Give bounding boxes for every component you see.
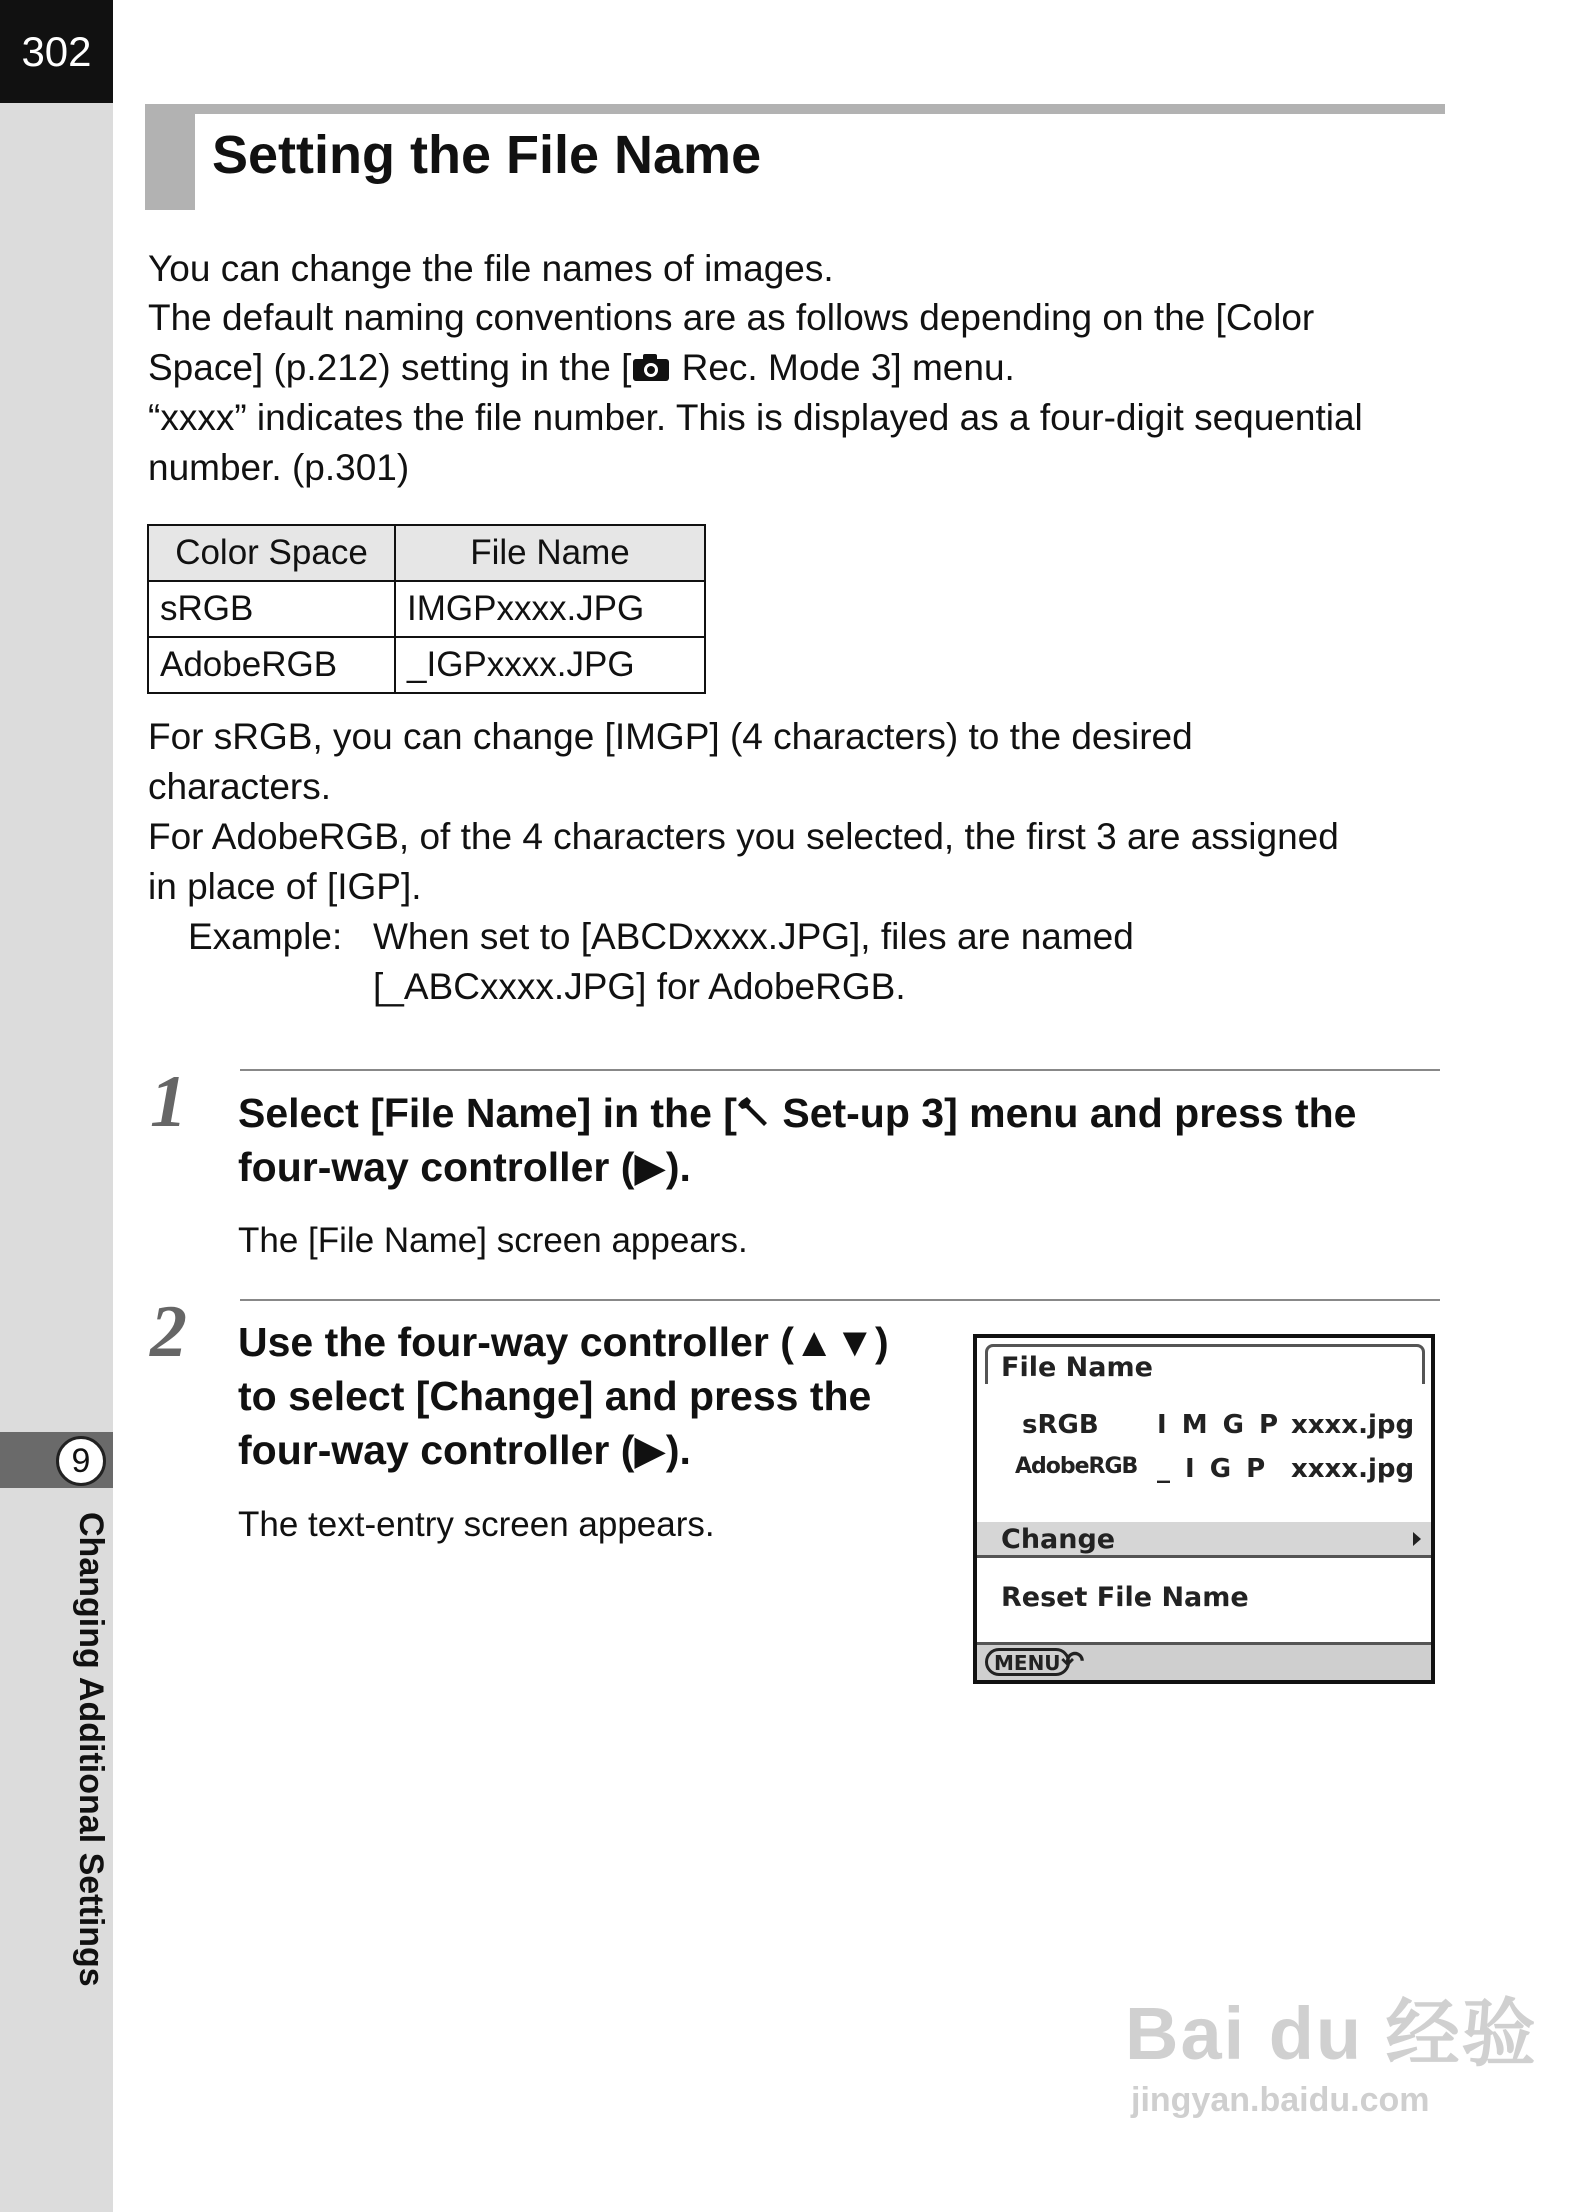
srgb-note-line-1: For sRGB, you can change [IMGP] (4 characters) to the desired — [148, 716, 1193, 757]
chapter-number: 9 — [56, 1436, 106, 1486]
camera-lcd-screen — [973, 1334, 1435, 1684]
step-2-number: 2 — [150, 1291, 187, 1373]
title-bar-decoration — [145, 104, 1445, 114]
step-1-heading-line-1 — [238, 1086, 1356, 1140]
example-line-1: When set to [ABCDxxxx.JPG], files are named — [373, 916, 1134, 957]
step-1-heading-post: Set-up 3] menu and press the — [770, 1090, 1357, 1136]
intro-line-2: The default naming conventions are as follows depending on the [Color — [148, 297, 1315, 338]
lcd-title: File Name — [1001, 1352, 1153, 1383]
intro-line-3-post: Rec. Mode 3] menu. — [671, 347, 1015, 388]
table-cell: _IGPxxxx.JPG — [395, 637, 705, 693]
lcd-adobe-chars[interactable]: _ I G P — [1157, 1454, 1266, 1484]
back-arrow-icon: ↶ — [1061, 1645, 1085, 1678]
lcd-change-option[interactable]: Change — [1001, 1524, 1116, 1555]
step-2-heading-line-1: Use the four-way controller (▲▼) — [238, 1319, 889, 1365]
lcd-srgb-chars[interactable]: I M G P — [1157, 1410, 1279, 1440]
right-arrow-icon — [1413, 1532, 1421, 1546]
example-line-2: [_ABCxxxx.JPG] for AdobeRGB. — [373, 966, 906, 1007]
step-2-result: The text-entry screen appears. — [238, 1505, 715, 1544]
step-1-heading-line-2: four-way controller (▶). — [238, 1144, 691, 1190]
table-header-cell: File Name — [395, 525, 705, 581]
menu-button[interactable]: MENU — [985, 1648, 1070, 1676]
step-1-number: 1 — [150, 1061, 187, 1143]
table-cell: IMGPxxxx.JPG — [395, 581, 705, 637]
lcd-footer — [977, 1642, 1431, 1680]
color-space-table — [147, 524, 706, 694]
table-cell: sRGB — [148, 581, 395, 637]
step-2-heading-line-3: four-way controller (▶). — [238, 1427, 691, 1473]
adobe-note-line-1: For AdobeRGB, of the 4 characters you selected, the first 3 are assigned — [148, 816, 1339, 857]
intro-line-3-pre: Space] (p.212) setting in the [ — [148, 347, 632, 388]
step-2-divider — [240, 1299, 1440, 1301]
table-row — [148, 581, 705, 637]
table-cell: AdobeRGB — [148, 637, 395, 693]
table-row — [148, 637, 705, 693]
step-1-divider — [240, 1069, 1440, 1071]
srgb-note-line-2: characters. — [148, 766, 332, 807]
table-header-cell: Color Space — [148, 525, 395, 581]
intro-line-4: “xxxx” indicates the file number. This is displayed as a four-digit sequential — [148, 397, 1363, 438]
wrench-icon — [737, 1090, 771, 1136]
step-1-heading-pre: Select [File Name] in the [ — [238, 1090, 737, 1136]
watermark-url: jingyan.baidu.com — [1131, 2081, 1430, 2119]
camera-icon — [631, 347, 671, 388]
lcd-srgb-suffix: xxxx.jpg — [1291, 1410, 1415, 1440]
step-1-result: The [File Name] screen appears. — [238, 1221, 748, 1260]
chapter-title: Changing Additional Settings — [72, 1512, 110, 1987]
lcd-adobe-label: AdobeRGB — [1015, 1454, 1138, 1479]
step-2-heading-line-2: to select [Change] and press the — [238, 1373, 872, 1419]
page-number: 302 — [0, 0, 113, 103]
intro-line-1: You can change the file names of images. — [148, 248, 834, 289]
title-bar-block — [145, 104, 195, 210]
lcd-adobe-suffix: xxxx.jpg — [1291, 1454, 1415, 1484]
example-label: Example: — [188, 916, 343, 957]
lcd-srgb-label: sRGB — [1022, 1410, 1099, 1440]
adobe-note-line-2: in place of [IGP]. — [148, 866, 422, 907]
watermark-logo: Bai du 经验 — [1125, 1992, 1538, 2075]
page-title: Setting the File Name — [212, 125, 762, 185]
table-header-row — [148, 525, 705, 581]
watermark — [1125, 1975, 1538, 2120]
intro-line-5: number. (p.301) — [148, 447, 410, 488]
lcd-reset-option[interactable]: Reset File Name — [1001, 1582, 1249, 1613]
intro-line-3 — [148, 343, 1448, 393]
